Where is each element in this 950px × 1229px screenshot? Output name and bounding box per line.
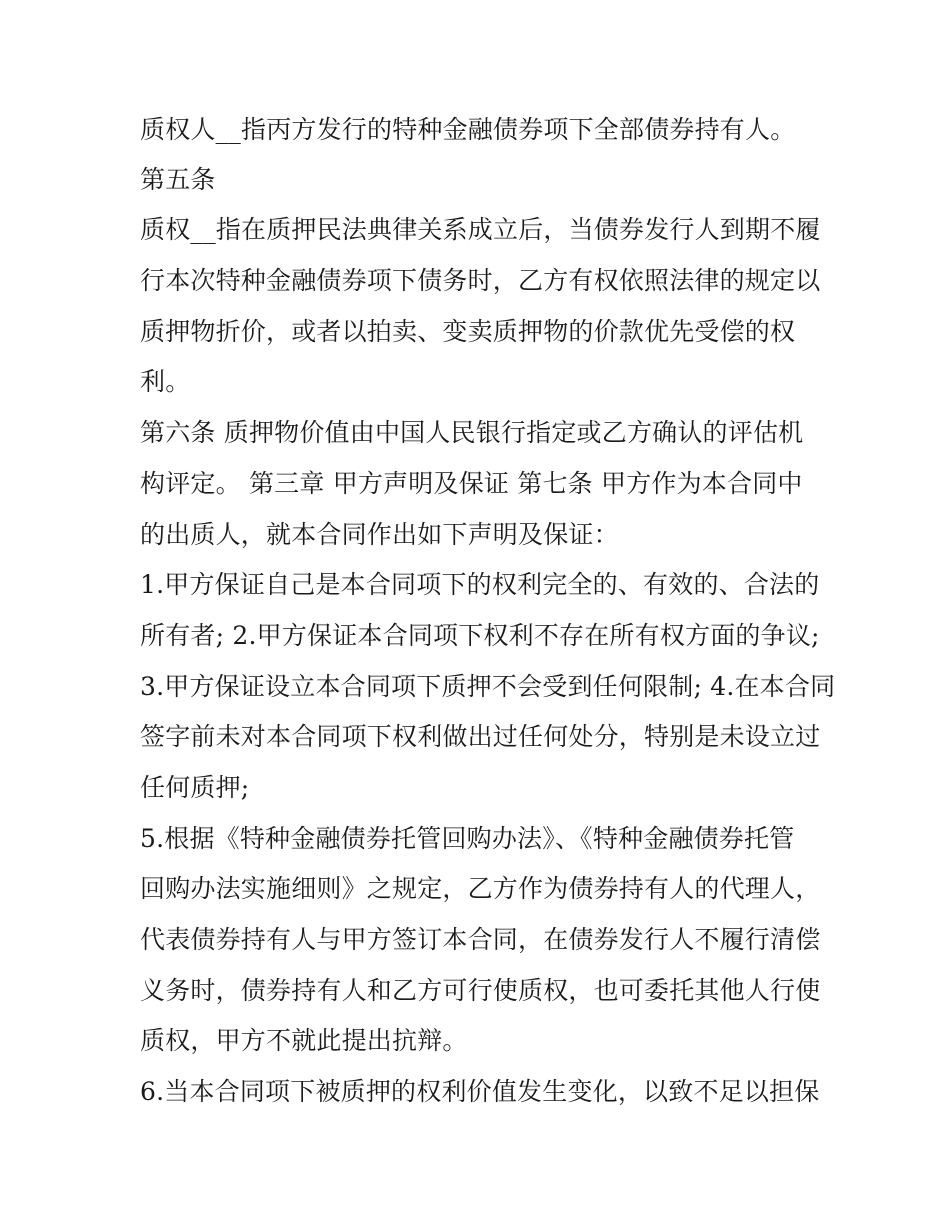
text-line: 3.甲方保证设立本合同项下质押不会受到任何限制; 4.在本合同	[140, 672, 836, 701]
text-line: 第六条 质押物价值由中国人民银行指定或乙方确认的评估机	[140, 418, 804, 447]
text-line: 构评定。 第三章 甲方声明及保证 第七条 甲方作为本合同中	[140, 469, 803, 498]
text-line: 代表债券持有人与甲方签订本合同，在债券发行人不履行清偿	[140, 925, 821, 954]
text-line: 质权，甲方不就此提出抗辩。	[140, 1026, 468, 1055]
text-line: 签字前未对本合同项下权利做出过任何处分，特别是未设立过	[140, 722, 821, 751]
text-line: 第五条	[140, 165, 216, 194]
text-line: 利。	[140, 367, 191, 396]
text-line: 的出质人，就本合同作出如下声明及保证：	[140, 520, 619, 549]
text-line: 所有者; 2.甲方保证本合同项下权利不存在所有权方面的争议;	[140, 621, 820, 650]
text-line: 回购办法实施细则》之规定，乙方作为债券持有人的代理人，	[140, 874, 821, 903]
text-line: 质权人__指丙方发行的特种金融债券项下全部债券持有人。	[140, 115, 796, 144]
text-line: 质权__指在质押民法典律关系成立后，当债券发行人到期不履	[140, 215, 821, 244]
text-line: 任何质押;	[140, 773, 250, 802]
text-line: 6.当本合同项下被质押的权利价值发生变化，以致不足以担保	[140, 1077, 820, 1106]
text-line: 行本次特种金融债券项下债务时，乙方有权依照法律的规定以	[140, 266, 821, 295]
text-line: 义务时，债券持有人和乙方可行使质权，也可委托其他人行使	[140, 976, 821, 1005]
text-line: 1.甲方保证自己是本合同项下的权利完全的、有效的、合法的	[140, 570, 820, 599]
text-line: 5.根据《特种金融债券托管回购办法》、《特种金融债券托管	[140, 824, 795, 853]
text-line: 质押物折价，或者以拍卖、变卖质押物的价款优先受偿的权	[140, 317, 796, 346]
